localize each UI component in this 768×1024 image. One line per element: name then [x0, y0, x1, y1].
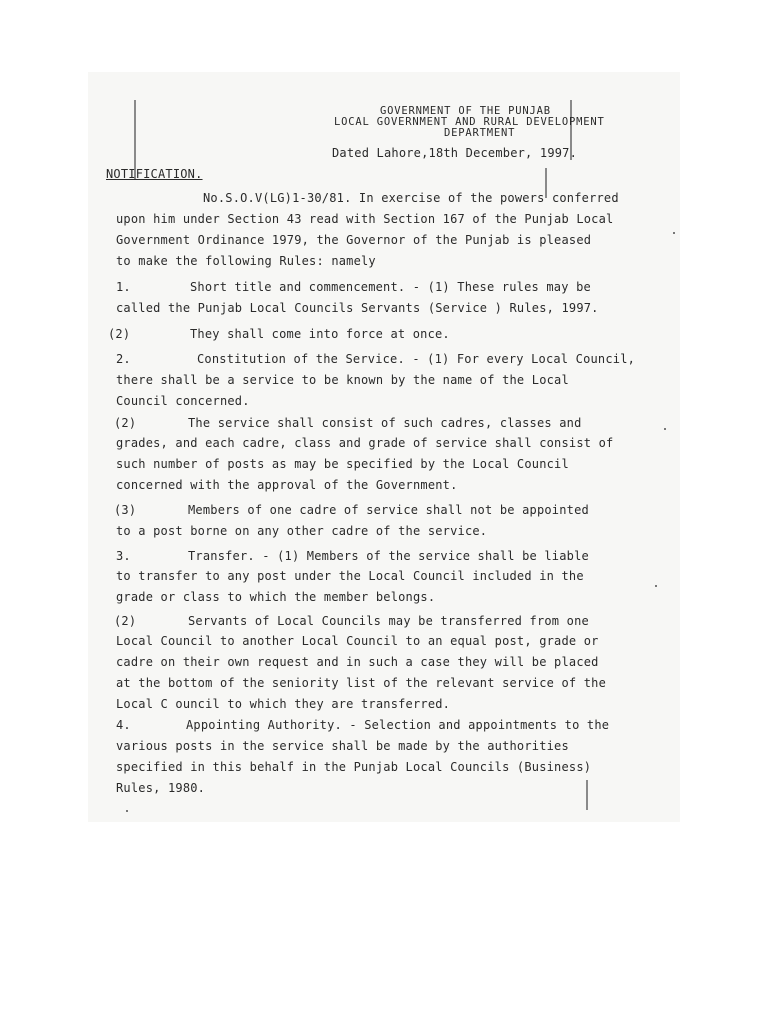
rule-number: 3. — [116, 549, 131, 563]
rule-text: specified in this behalf in the Punjab Local Councils (Business) — [116, 760, 592, 774]
rule-number: (3) — [114, 503, 137, 517]
rule-text: Short title and commencement. - (1) These rules may be — [190, 280, 591, 294]
notification-line: No.S.O.V(LG)1-30/81. In exercise of the powers conferred — [203, 191, 619, 205]
header-line1: GOVERNMENT OF THE PUNJAB — [380, 105, 551, 117]
rule-text: The service shall consist of such cadres, classes and — [188, 416, 582, 430]
rule-text: to transfer to any post under the Local Council included in the — [116, 569, 584, 583]
notification-line: upon him under Section 43 read with Section 167 of the Punjab Local — [116, 212, 614, 226]
rule-text: there shall be a service to be known by the name of the Local — [116, 373, 569, 387]
rule-text: Local C ouncil to which they are transferred. — [116, 697, 451, 711]
rule-text: various posts in the service shall be made by the authorities — [116, 739, 569, 753]
rule-text: cadre on their own request and in such a case they will be placed — [116, 655, 599, 669]
rule-number: (2) — [114, 614, 137, 628]
rule-number: 2. — [116, 352, 131, 366]
rule-text: Transfer. - (1) Members of the service shall be liable — [188, 549, 589, 563]
scan-mark — [586, 780, 588, 810]
rule-text: Rules, 1980. — [116, 781, 206, 795]
rule-text: They shall come into force at once. — [190, 327, 450, 341]
rule-number: 1. — [116, 280, 131, 294]
scan-speck — [126, 810, 128, 812]
rule-text: at the bottom of the seniority list of the relevant service of the — [116, 676, 607, 690]
notification-line: to make the following Rules: namely — [116, 254, 376, 268]
notification-title: NOTIFICATION. — [106, 167, 203, 181]
rule-text: called the Punjab Local Councils Servants (Service ) Rules, 1997. — [116, 301, 599, 315]
rule-text: Servants of Local Councils may be transferred from one — [188, 614, 589, 628]
header-line3: DEPARTMENT — [444, 127, 516, 139]
rule-text: Local Council to another Local Council to an equal post, grade or — [116, 634, 599, 648]
scan-speck — [673, 232, 675, 234]
notification-line: Government Ordinance 1979, the Governor of the Punjab is pleased — [116, 233, 592, 247]
rule-number: (2) — [114, 416, 137, 430]
rule-text: Constitution of the Service. - (1) For every Local Council, — [197, 352, 636, 366]
rule-number: 4. — [116, 718, 131, 732]
rule-text: concerned with the approval of the Government. — [116, 478, 458, 492]
dated-line: Dated Lahore,18th December, 1997. — [332, 146, 578, 160]
header-line2: LOCAL GOVERNMENT AND RURAL DEVELOPMENT — [334, 116, 605, 128]
rule-number: (2) — [108, 327, 131, 341]
rule-text: Appointing Authority. - Selection and appointments to the — [186, 718, 610, 732]
scan-speck — [664, 428, 666, 430]
rule-text: such number of posts as may be specified by the Local Council — [116, 457, 569, 471]
rule-text: grades, and each cadre, class and grade of service shall consist of — [116, 436, 614, 450]
rule-text: Members of one cadre of service shall not be appointed — [188, 503, 589, 517]
rule-text: grade or class to which the member belongs. — [116, 590, 436, 604]
scan-speck — [655, 585, 657, 587]
rule-text: Council concerned. — [116, 394, 250, 408]
rule-text: to a post borne on any other cadre of the service. — [116, 524, 488, 538]
